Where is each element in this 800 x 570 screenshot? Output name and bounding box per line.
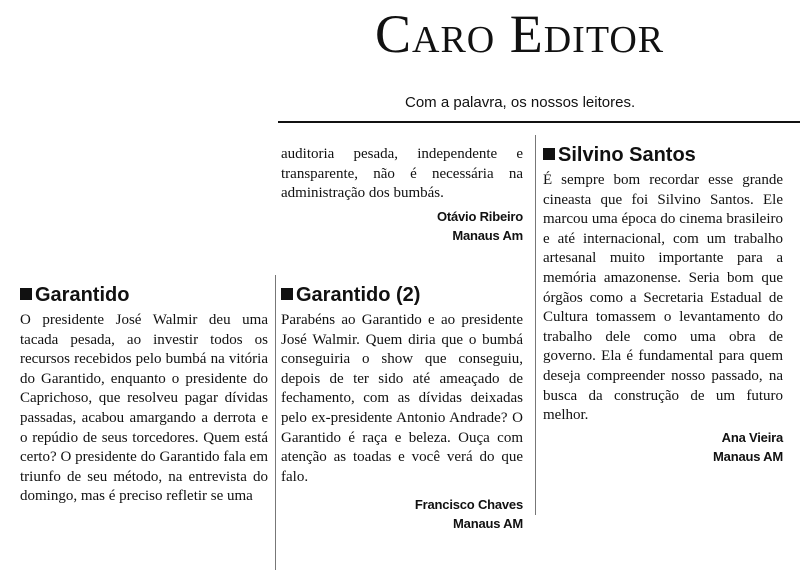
- letter-city: Manaus AM: [713, 448, 783, 464]
- page-subtitle: Com a palavra, os nossos leitores.: [405, 94, 636, 111]
- continuation-body: auditoria pesada, independente e transparente, não é necessária na administração dos bumbás.: [281, 146, 523, 202]
- bullet-square-icon: [281, 288, 293, 300]
- bullet-square-icon: [20, 288, 32, 300]
- letter-heading-text: Garantido: [35, 284, 130, 306]
- letter-author: Ana Vieira: [721, 429, 783, 445]
- page-title: Caro Editor: [375, 4, 665, 64]
- letter-body: É sempre bom recordar esse grande cineasta que foi Silvino Santos. Ele marcou uma época do cinema brasileiro e até internacional, com um trabalho artesanal muito importante para a memória amazonense. Seria bom que órgãos como a Secretaria Estadual de Cultura tomassem o levantamento do trabalho dele como uma obra de governo. Ela é fundamental para quem deseja compreender nosso passado, na busca da construção de um futuro melhor.: [543, 172, 783, 424]
- letter-body: Parabéns ao Garantido e ao presidente José Walmir. Quem diria que o bumbá conseguiria o show que conseguiu, depois de ter sido até ameaçado de fechamento, com as dívidas deixadas pelo ex-presidente Antonio Andrade? O Garantido é raça e beleza. Ouça com atenção as toadas e você verá do que falo.: [281, 312, 523, 485]
- letter-body: O presidente José Walmir deu uma tacada pesada, ao investir todos os recursos recebidos pelo bumbá na vitória do Garantido, enquanto o presidente do Caprichoso, que resolveu pagar dívidas passadas, acabou amargando a derrota e o repúdio de seus torcedores. Quem está certo? O presidente do Garantido fala em triunfo de seu método, na entrevista do domingo, mas é preciso refletir se uma: [20, 312, 268, 505]
- column-divider-left: [275, 275, 276, 570]
- letter-garantido: [20, 283, 268, 507]
- letter-city: Manaus AM: [453, 516, 523, 532]
- letter-continuation: [281, 145, 523, 245]
- letter-heading: [543, 143, 783, 167]
- letter-heading-text: Garantido (2): [296, 284, 421, 306]
- letter-garantido-2: [281, 283, 523, 533]
- bullet-square-icon: [543, 148, 555, 160]
- header-divider: [278, 121, 800, 123]
- column-divider-right: [535, 135, 536, 515]
- letter-author: Francisco Chaves: [414, 497, 523, 513]
- letter-heading-text: Silvino Santos: [558, 144, 696, 166]
- letter-heading: [20, 283, 268, 307]
- letter-heading: [281, 283, 523, 307]
- letter-silvino-santos: [543, 143, 783, 466]
- continuation-author: Otávio Ribeiro: [436, 208, 523, 224]
- continuation-city: Manaus Am: [452, 227, 523, 243]
